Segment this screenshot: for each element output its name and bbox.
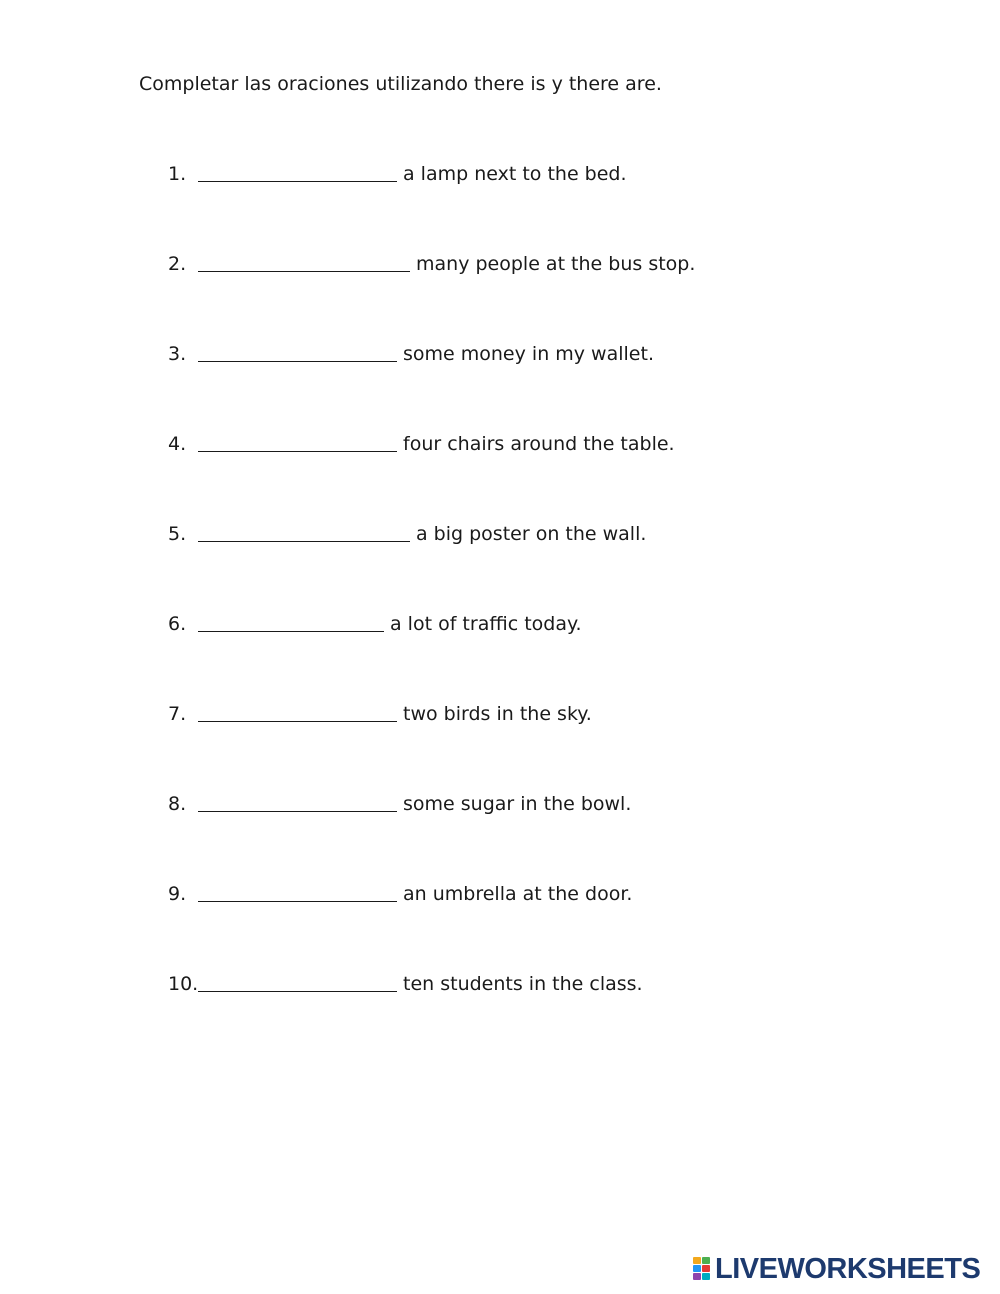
answer-blank-10[interactable] [198,990,397,992]
exercise-item-2 [168,253,695,275]
exercise-number: 3. [168,343,187,365]
exercise-sentence: some sugar in the bowl. [403,793,632,815]
answer-blank-9[interactable] [198,900,397,902]
instructions-text: Completar las oraciones utilizando there is y there are. [139,73,662,95]
answer-blank-7[interactable] [198,720,397,722]
exercise-sentence: ten students in the class. [403,973,643,995]
mark-block [693,1257,701,1264]
exercise-item-3 [168,343,654,365]
answer-blank-6[interactable] [198,630,384,632]
exercise-sentence: an umbrella at the door. [403,883,633,905]
answer-blank-3[interactable] [198,360,397,362]
exercise-sentence: some money in my wallet. [403,343,654,365]
answer-blank-5[interactable] [198,540,410,542]
exercise-item-4 [168,433,675,455]
exercise-number: 1. [168,163,187,185]
mark-block [702,1273,710,1280]
liveworksheets-mark-icon [693,1257,711,1281]
exercise-sentence: a big poster on the wall. [416,523,647,545]
exercise-item-10 [168,973,643,995]
answer-blank-2[interactable] [198,270,410,272]
exercise-sentence: many people at the bus stop. [416,253,696,275]
exercise-number: 10. [168,973,199,995]
exercise-item-9 [168,883,632,905]
exercise-number: 6. [168,613,187,635]
exercise-number: 7. [168,703,187,725]
exercise-item-1 [168,163,627,185]
exercise-item-5 [168,523,646,545]
exercise-number: 5. [168,523,187,545]
answer-blank-4[interactable] [198,450,397,452]
exercise-item-8 [168,793,631,815]
mark-block [693,1265,701,1272]
exercise-item-7 [168,703,592,725]
answer-blank-1[interactable] [198,180,397,182]
exercise-item-6 [168,613,582,635]
mark-block [702,1265,710,1272]
answer-blank-8[interactable] [198,810,397,812]
exercise-sentence: a lamp next to the bed. [403,163,627,185]
liveworksheets-logo[interactable] [693,1254,980,1284]
mark-block [693,1273,701,1280]
exercise-number: 8. [168,793,187,815]
exercise-number: 2. [168,253,187,275]
logo-text: LIVEWORKSHEETS [715,1253,981,1285]
exercise-list [168,0,928,1100]
exercise-sentence: four chairs around the table. [403,433,675,455]
exercise-sentence: two birds in the sky. [403,703,592,725]
exercise-number: 4. [168,433,187,455]
exercise-number: 9. [168,883,187,905]
mark-block [702,1257,710,1264]
exercise-sentence: a lot of traffic today. [390,613,582,635]
